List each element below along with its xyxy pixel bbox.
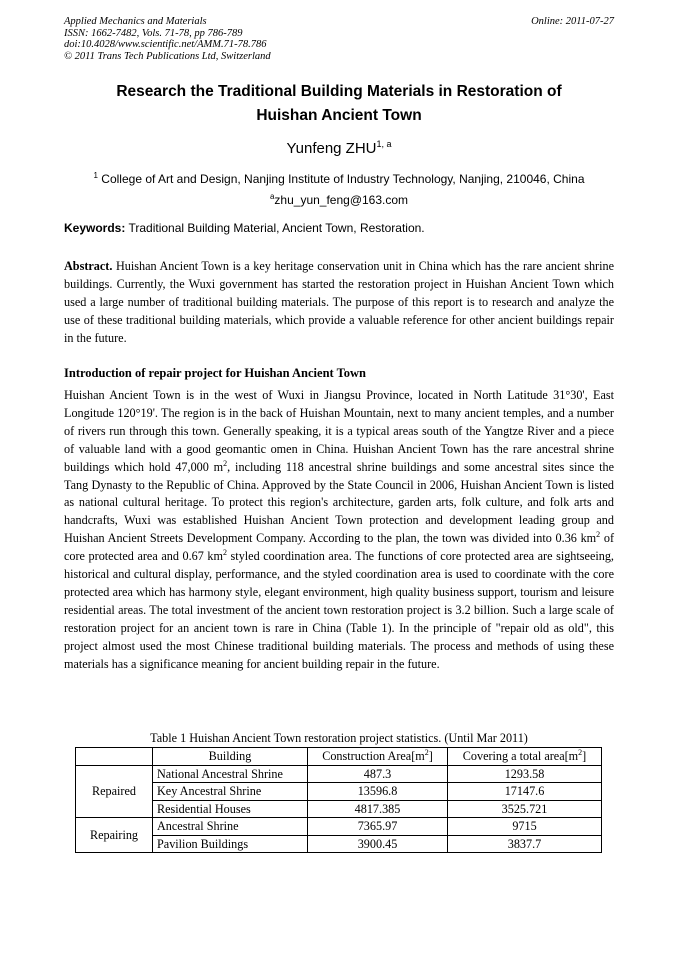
covering-cell: 9715 [448,818,602,836]
keywords-text: Traditional Building Material, Ancient Town, Restoration. [128,221,425,235]
title-line-2: Huishan Ancient Town [256,107,422,124]
header-empty-cell [76,748,153,766]
construction-cell: 7365.97 [308,818,448,836]
group-label-repaired: Repaired [76,765,153,818]
intro-text-4: styled coordination area. The functions of core protected area are sightseeing, historical and cultural display, performance, and the styled coordination area is used to coordinate with the core protected area which has harmony style, elegant environment, high quality business support, tourism and leisure residential areas. The total investment of the ancient town restoration project is 3.2 billion. Such a large scale of restoration project for an ancient town is rare in China (Table 1). In the principle of "repair old as old", this project almost used the most Chinese traditional building materials. The process and methods of using these materials has a significance meaning for ancient building repair in the future. [64,549,614,671]
abstract-paragraph [64,258,614,348]
covering-cell: 3837.7 [448,835,602,853]
intro-text-1: Huishan Ancient Town is in the west of Wuxi in Jiangsu Province, located in North Latitude 31°30', East Longitude 120°19'. The region is in the back of Huishan Mountain, next to many ancient temples, and a number of rivers run through this town. Generally speaking, it is a typical areas south of the Yangtze River and a piece of valuable land with a good geomantic omen in China. Huishan Ancient Town has the rare ancestral shrine buildings which hold 47,000 m [64,388,614,474]
email-address: zhu_yun_feng@163.com [274,193,409,207]
email-line [64,188,614,209]
table-caption: Table 1 Huishan Ancient Town restoration project statistics. (Until Mar 2011) [150,731,528,745]
author-line [64,139,614,157]
covering-cell: 17147.6 [448,783,602,801]
construction-cell: 487.3 [308,765,448,783]
statistics-table [75,747,602,853]
intro-paragraph [64,387,614,674]
intro-sup-1: 2 [223,458,228,468]
table-header-row [76,748,602,766]
building-cell: Key Ancestral Shrine [153,783,308,801]
table-row [76,835,602,853]
issn-line: ISSN: 1662-7482, Vols. 71-78, pp 786-789 [64,27,243,39]
affiliation-text: College of Art and Design, Nanjing Institute of Industry Technology, Nanjing, 210046, China [101,172,585,186]
section-heading: Introduction of repair project for Huishan Ancient Town [64,366,367,380]
keywords-label: Keywords: [64,221,126,235]
table-row [76,818,602,836]
abstract-label: Abstract. [64,259,113,273]
abstract-text: Huishan Ancient Town is a key heritage conservation unit in China which has the rare ancient shrine buildings. Currently, the Wuxi government has started the restoration project in Huishan Ancient Town which used a large number of traditional building materials. The purpose of this report is to research and analyze the use of these traditional building materials, which provide a valuable reference for other ancient buildings repair in the future. [64,259,615,345]
intro-text-3: of core protected area and 0.67 km [64,531,614,564]
table-row [76,765,602,783]
table-row [76,783,602,801]
covering-cell: 1293.58 [448,765,602,783]
covering-cell: 3525.721 [448,800,602,818]
affiliation-line [64,167,614,188]
header-construction-area: Construction $Area[m^2]$ [308,748,448,766]
building-cell: Residential Houses [153,800,308,818]
keywords-line [64,221,614,235]
construction-cell: 3900.45 [308,835,448,853]
group-label-repairing: Repairing [76,818,153,853]
header-covering-area: Covering a total $area[m^2]$ [448,748,602,766]
intro-sup-3: 2 [222,548,227,558]
paper-title [64,80,614,128]
online-date: Online: 2011-07-27 [531,16,614,27]
author-superscript: 1, a [376,139,392,149]
intro-text-2: , including 118 ancestral shrine buildings and some ancestral sites since the Tang Dynasty to the Republic of China. Approved by the State Council in 2006, Huishan Ancient Town is listed as national cultural heritage. To protect this region's architecture, garden arts, folk culture, and folk arts and handcrafts, Wuxi was established Huishan Ancient Town protection and development leading group and Huishan Ancient Streets Development Company. According to the plan, the town was divided into 0.36 km [64,459,614,546]
author-name: Yunfeng ZHU [286,140,377,157]
building-cell: Ancestral Shrine [153,818,308,836]
affiliation-superscript: 1 [93,171,98,180]
journal-header [64,16,271,62]
intro-sup-2: 2 [596,530,601,540]
building-cell: Pavilion Buildings [153,835,308,853]
table-row [76,800,602,818]
title-line-1: Research the Traditional Building Materials in Restoration of [116,83,562,100]
email-superscript: a [269,192,275,201]
construction-cell: 4817.385 [308,800,448,818]
building-cell: National Ancestral Shrine [153,765,308,783]
copyright-line: © 2011 Trans Tech Publications Ltd, Switzerland [64,50,271,62]
doi-line: doi:10.4028/www.scientific.net/AMM.71-78.786 [64,39,267,50]
header-building: Building [153,748,308,766]
affiliation-block [64,167,614,209]
journal-name: Applied Mechanics and Materials [64,16,207,27]
construction-cell: 13596.8 [308,783,448,801]
